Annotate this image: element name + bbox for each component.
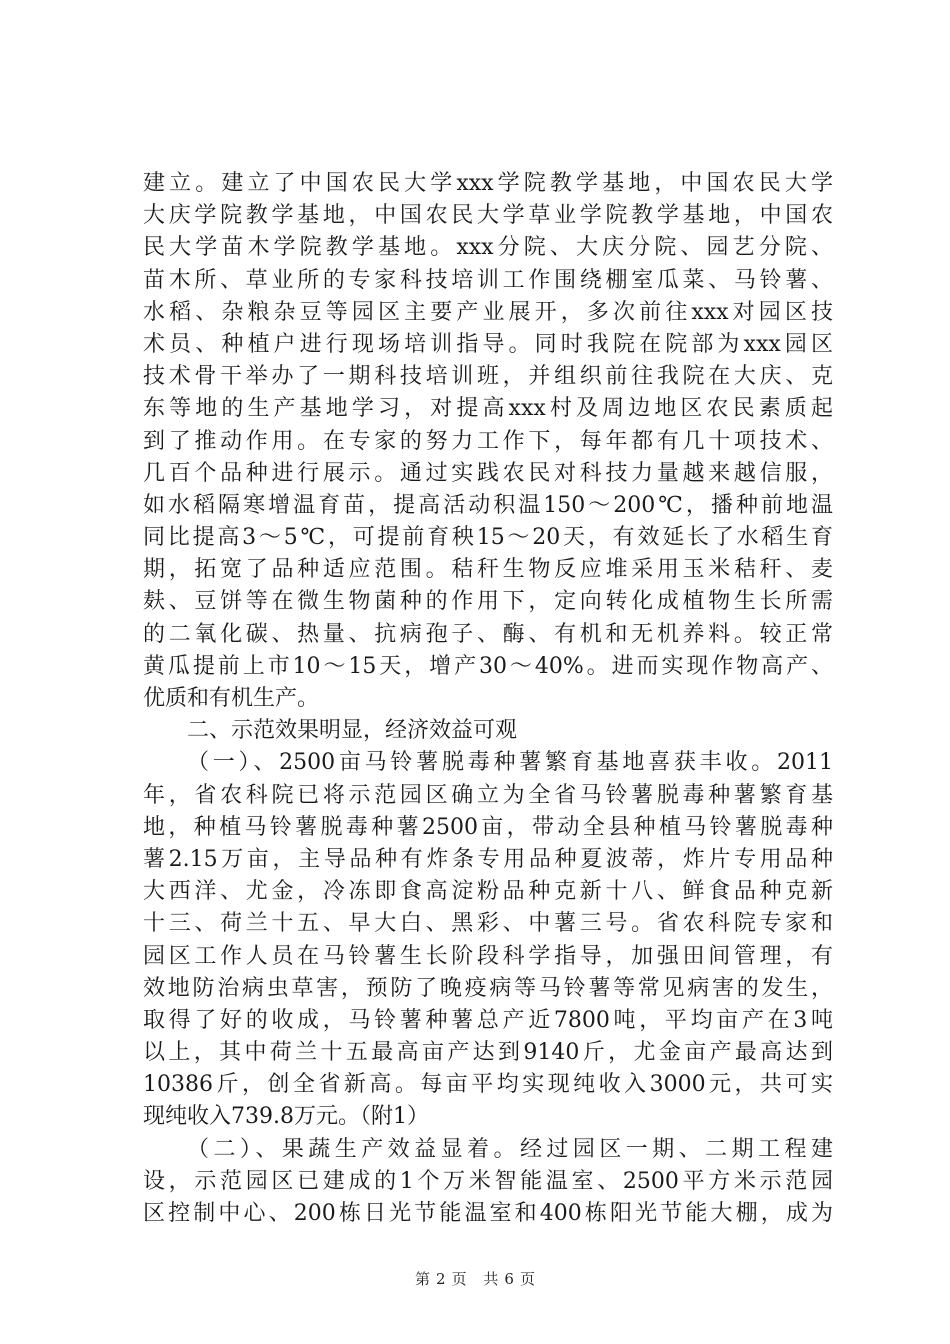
text-line: 黄瓜提前上市10～15天，增产30～40%。进而实现作物高产、	[143, 653, 833, 679]
text-line: 苗木所、草业所的专家科技培训工作围绕棚室瓜菜、马铃薯、	[143, 267, 833, 293]
text-line: 期，拓宽了品种适应范围。秸秆生物反应堆采用玉米秸秆、麦	[143, 557, 833, 583]
text-line: 到了推动作用。在专家的努力工作下，每年都有几十项技术、	[143, 428, 833, 454]
page-prefix: 第	[415, 1270, 431, 1288]
text-line: 技术骨干举办了一期科技培训班，并组织前往我院在大庆、克	[143, 364, 833, 390]
page-footer	[0, 1268, 950, 1289]
subsection-heading-line: （一）、2500亩马铃薯脱毒种薯繁育基地喜获丰收。2011	[187, 750, 833, 776]
text-line: 园区工作人员在马铃薯生长阶段科学指导，加强田间管理，有	[143, 943, 833, 969]
text-line: 麸、豆饼等在微生物菌种的作用下，定向转化成植物生长所需	[143, 589, 833, 615]
text-line: 东等地的生产基地学习，对提高xxx村及周边地区农民素质起	[143, 396, 833, 422]
text-line: 地，种植马铃薯脱毒种薯2500亩，带动全县种植马铃薯脱毒种	[143, 814, 833, 840]
total-pages: 6	[504, 1270, 514, 1288]
paragraph-end-line: 现纯收入739.8万元。（附1）	[143, 1104, 429, 1130]
text-line: 取得了好的收成，马铃薯种薯总产近7800吨，平均亩产在3吨	[143, 1007, 833, 1033]
text-line: 民大学苗木学院教学基地。xxx分院、大庆分院、园艺分院、	[143, 235, 833, 261]
text-line: 十三、荷兰十五、早大白、黑彩、中薯三号。省农科院专家和	[143, 911, 833, 937]
page-indicator	[412, 1270, 470, 1288]
text-line: 年，省农科院已将示范园区确立为全省马铃薯脱毒种薯繁育基	[143, 782, 833, 808]
text-line: 术员、种植户进行现场培训指导。同时我院在院部为xxx园区	[143, 331, 833, 357]
subsection-heading-line: （二）、果蔬生产效益显着。经过园区一期、二期工程建	[187, 1136, 833, 1162]
text-line: 建立。建立了中国农民大学xxx学院教学基地，中国农民大学	[143, 171, 833, 196]
text-line: 同比提高3～5℃，可提前育秧15～20天，有效延长了水稻生育	[143, 525, 833, 551]
total-prefix: 共	[483, 1270, 499, 1288]
text-line: 薯2.15万亩，主导品种有炸条专用品种夏波蒂，炸片专用品种	[143, 846, 833, 872]
page-suffix: 页	[451, 1270, 467, 1288]
text-line: 几百个品种进行展示。通过实践农民对科技力量越来越信服，	[143, 460, 833, 486]
text-line: 的二氧化碳、热量、抗病孢子、酶、有机和无机养料。较正常	[143, 621, 833, 647]
text-line: 水稻、杂粮杂豆等园区主要产业展开，多次前往xxx对园区技	[143, 299, 833, 325]
text-line: 大西洋、尤金，冷冻即食高淀粉品种克新十八、鲜食品种克新	[143, 879, 833, 905]
text-line: 效地防治病虫草害，预防了晚疫病等马铃薯等常见病害的发生，	[143, 975, 833, 1001]
text-line: 10386斤，创全省新高。每亩平均实现纯收入3000元，共可实	[143, 1072, 833, 1098]
document-body	[143, 168, 833, 1230]
text-line: 以上，其中荷兰十五最高亩产达到9140斤，尤金亩产最高达到	[143, 1040, 833, 1066]
text-line: 如水稻隔寒增温育苗，提高活动积温150～200℃，播种前地温	[143, 492, 833, 518]
text-line: 区控制中心、200栋日光节能温室和400栋阳光节能大棚，成为	[143, 1201, 833, 1226]
total-suffix: 页	[519, 1270, 535, 1288]
paragraph-end-line: 优质和有机生产。	[143, 686, 320, 711]
text-line: 设，示范园区已建成的1个万米智能温室、2500平方米示范园	[143, 1168, 833, 1194]
page-number: 2	[436, 1270, 446, 1288]
section-heading: 二、示范效果明显，经济效益可观	[187, 718, 518, 744]
text-line: 大庆学院教学基地，中国农民大学草业学院教学基地，中国农	[143, 203, 833, 229]
total-pages-indicator	[480, 1270, 538, 1288]
